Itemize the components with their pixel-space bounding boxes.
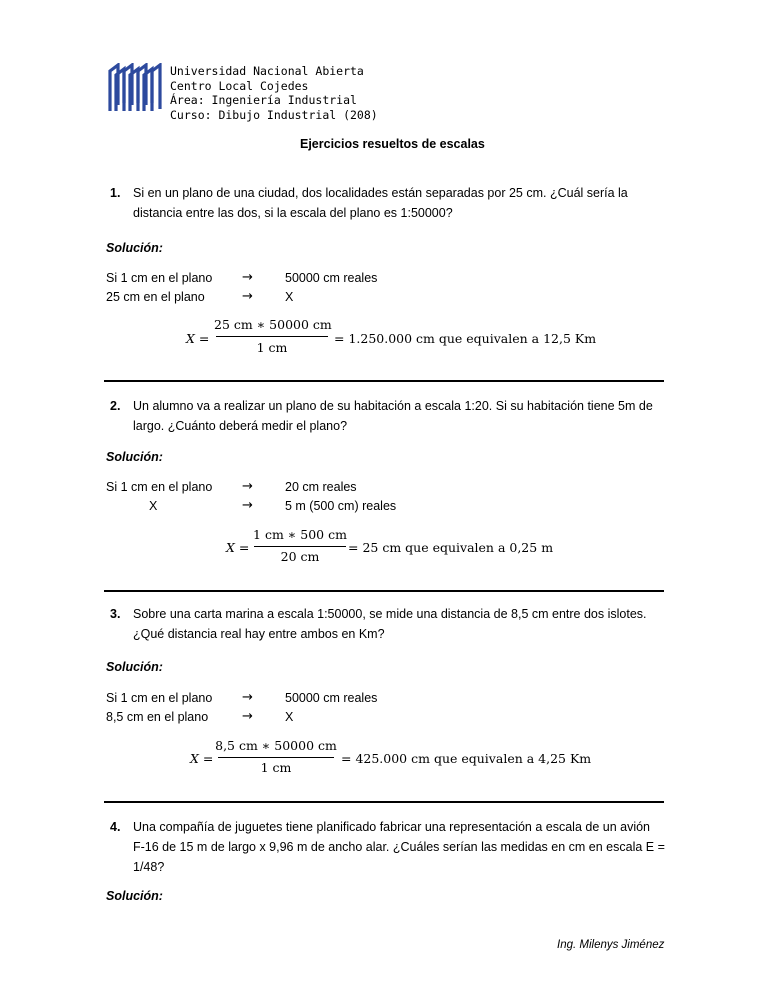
proportion-left: 8,5 cm en el plano <box>106 710 209 724</box>
formula-lhs: X = <box>226 540 250 555</box>
header-line: Área: Ingeniería Industrial <box>170 93 357 107</box>
formula-numerator: 8,5 cm ∗ 50000 cm <box>215 738 337 753</box>
exercise-number: 4. <box>110 820 121 834</box>
formula-result: = 425.000 cm que equivalen a 4,25 Km <box>341 751 592 766</box>
formula-result: = 1.250.000 cm que equivalen a 12,5 Km <box>334 331 597 346</box>
formula-lhs: X = <box>186 331 210 346</box>
arrow-icon: → <box>242 289 253 304</box>
formula-denominator: 1 cm <box>260 760 292 775</box>
institution-header <box>170 64 378 122</box>
formula-result: = 25 cm que equivalen a 0,25 m <box>348 540 554 555</box>
formula-denominator: 1 cm <box>256 340 288 355</box>
question-line: Un alumno va a realizar un plano de su habitación a escala 1:20. Si su habitación tiene 5m de <box>133 399 653 413</box>
arrow-icon: → <box>242 709 253 724</box>
question-line: 1/48? <box>133 860 165 874</box>
exercise-number: 1. <box>110 186 121 200</box>
solution-label: Solución: <box>106 241 163 255</box>
fraction-bar <box>218 757 334 758</box>
exercise-number: 2. <box>110 399 121 413</box>
solution-label: Solución: <box>106 450 163 464</box>
arrow-icon: → <box>242 479 253 494</box>
section-divider <box>104 801 664 803</box>
question-line: Sobre una carta marina a escala 1:50000, se mide una distancia de 8,5 cm entre dos islotes. <box>133 607 647 621</box>
formula-numerator: 1 cm ∗ 500 cm <box>253 527 347 542</box>
university-logo <box>106 63 164 113</box>
proportion-left: 25 cm en el plano <box>106 290 205 304</box>
proportion-right: X <box>285 290 294 304</box>
question-line: largo. ¿Cuánto deberá medir el plano? <box>133 419 348 433</box>
header-line: Universidad Nacional Abierta <box>170 64 364 78</box>
fraction-bar <box>216 336 328 337</box>
solution-label: Solución: <box>106 889 163 903</box>
arrow-icon: → <box>242 690 253 705</box>
proportion-right: 50000 cm reales <box>285 271 378 285</box>
proportion-right: 5 m (500 cm) reales <box>285 499 397 513</box>
section-divider <box>104 380 664 382</box>
footer-author: Ing. Milenys Jiménez <box>557 939 665 951</box>
question-line: Si en un plano de una ciudad, dos localidades están separadas por 25 cm. ¿Cuál sería la <box>133 186 628 200</box>
question-line: distancia entre las dos, si la escala del plano es 1:50000? <box>133 206 453 220</box>
header-line: Centro Local Cojedes <box>170 78 309 93</box>
formula-denominator: 20 cm <box>280 549 320 564</box>
proportion-left: Si 1 cm en el plano <box>106 271 213 285</box>
arrow-icon: → <box>242 270 253 285</box>
proportion-left: Si 1 cm en el plano <box>106 691 213 705</box>
proportion-right: X <box>285 710 294 724</box>
header-line: Curso: Dibujo Industrial (208) <box>170 107 378 122</box>
proportion-left: Si 1 cm en el plano <box>106 480 213 494</box>
formula-lhs: X = <box>190 751 214 766</box>
proportion-right: 20 cm reales <box>285 480 357 494</box>
question-line: F-16 de 15 m de largo x 9,96 m de ancho alar. ¿Cuáles serían las medidas en cm en escala E = <box>133 840 665 854</box>
formula-numerator: 25 cm ∗ 50000 cm <box>214 317 332 332</box>
question-line: Una compañía de juguetes tiene planificado fabricar una representación a escala de un avión <box>133 820 651 834</box>
question-line: ¿Qué distancia real hay entre ambos en Km? <box>133 627 385 641</box>
section-divider <box>104 590 664 592</box>
fraction-bar <box>254 546 346 547</box>
proportion-left: X <box>149 499 158 513</box>
page-title: Ejercicios resueltos de escalas <box>300 137 485 151</box>
proportion-right: 50000 cm reales <box>285 691 378 705</box>
arrow-icon: → <box>242 498 253 513</box>
solution-label: Solución: <box>106 660 163 674</box>
exercise-number: 3. <box>110 607 121 621</box>
